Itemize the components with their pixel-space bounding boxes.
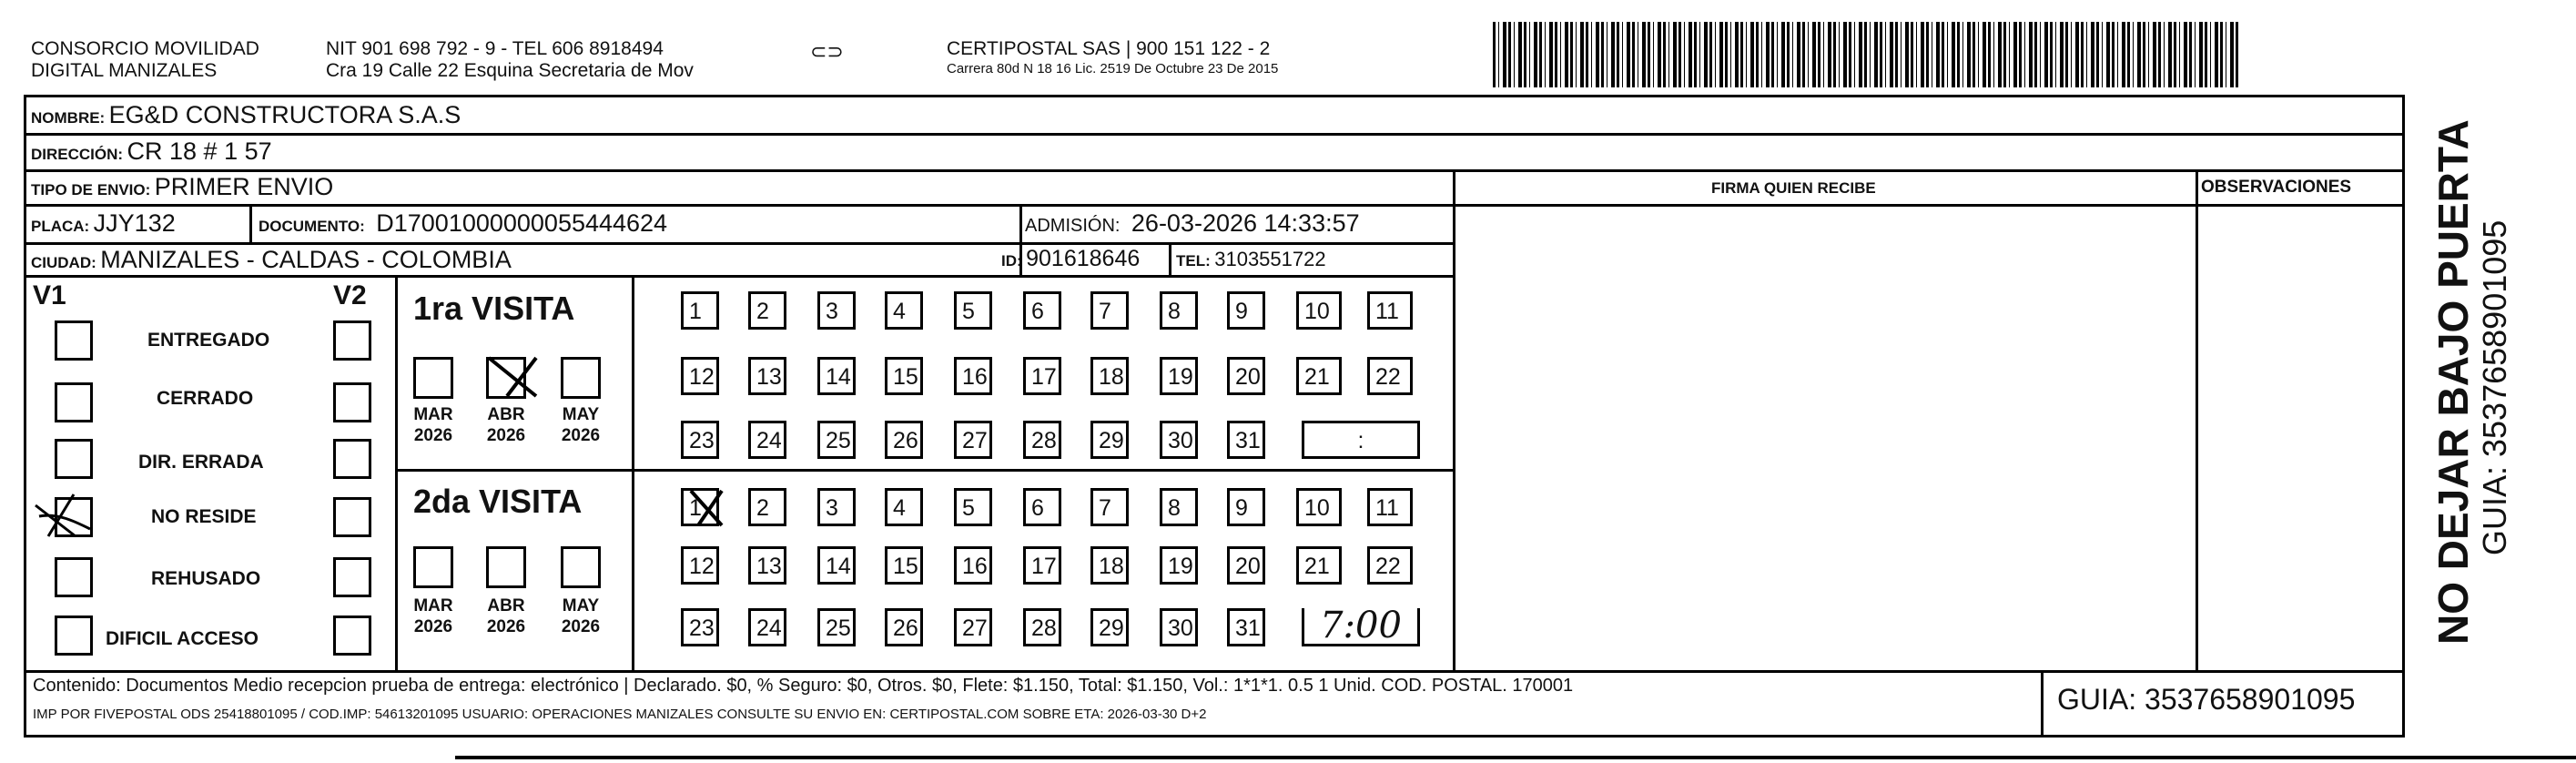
second-visit-day-14[interactable]: 14 (817, 546, 856, 585)
second-visit-day-30[interactable]: 30 (1160, 608, 1198, 646)
first-visit-month-mar[interactable] (413, 357, 453, 399)
second-visit-day-6[interactable]: 6 (1023, 488, 1061, 526)
observaciones-header: OBSERVACIONES (2201, 178, 2352, 197)
first-visit-month-label-mar: MAR 2026 (413, 405, 453, 445)
id-cell (1001, 246, 1140, 272)
id-label: ID: (1001, 252, 1022, 270)
documento-label: DOCUMENTO: (259, 218, 365, 235)
first-visit-day-9[interactable]: 9 (1227, 291, 1265, 330)
second-visit-day-9[interactable]: 9 (1227, 488, 1265, 526)
v2-checkbox-no-reside[interactable] (333, 497, 371, 537)
v1-checkbox-dir-errada[interactable] (55, 439, 93, 479)
second-visit-day-26[interactable]: 26 (885, 608, 923, 646)
placa-value: JJY132 (93, 209, 176, 237)
second-visit-month-label-abr: ABR 2026 (486, 596, 526, 636)
second-visit-day-29[interactable]: 29 (1090, 608, 1129, 646)
footer-contenido: Contenido: Documentos Medio recepcion prueba de entrega: electrónico | Declarado. $0, % Seguro: $0, Otros. $0, Flete: $1.150, Total: $1.150, Vol.: 1*1*1. 0.5 1 Unid. COD. POSTAL. 170001 (33, 676, 1574, 696)
status-no-reside: NO RESIDE (151, 506, 257, 527)
first-visit-day-21[interactable]: 21 (1296, 357, 1342, 395)
second-visit-day-28[interactable]: 28 (1023, 608, 1061, 646)
v1-checkbox-no-reside[interactable] (55, 497, 93, 537)
tipo-envio-label: TIPO DE ENVIO: (31, 181, 151, 198)
first-visit-title: 1ra VISITA (413, 290, 575, 327)
second-visit-day-27[interactable]: 27 (954, 608, 992, 646)
second-visit-month-mar[interactable] (413, 546, 453, 588)
second-visit-day-7[interactable]: 7 (1090, 488, 1129, 526)
admision-cell (1025, 209, 1360, 238)
first-visit-day-14[interactable]: 14 (817, 357, 856, 395)
second-visit-month-label-may: MAY 2026 (561, 596, 601, 636)
first-visit-day-19[interactable]: 19 (1160, 357, 1198, 395)
documento-cell (259, 209, 667, 238)
first-visit-day-8[interactable]: 8 (1160, 291, 1198, 330)
first-visit-day-26[interactable]: 26 (885, 421, 923, 459)
ciudad-label: CIUDAD: (31, 254, 96, 271)
nombre-label: NOMBRE: (31, 109, 106, 127)
ciudad-row (31, 246, 512, 274)
side-guia-number: GUIA: 3537658901095 (2476, 219, 2513, 555)
tel-cell (1176, 248, 1326, 271)
company-line2: DIGITAL MANIZALES (31, 60, 218, 81)
status-entregado: ENTREGADO (147, 330, 270, 351)
first-visit-day-25[interactable]: 25 (817, 421, 856, 459)
direccion-value: CR 18 # 1 57 (127, 137, 272, 165)
placa-label: PLACA: (31, 218, 90, 235)
first-visit-day-13[interactable]: 13 (748, 357, 786, 395)
second-visit-month-abr[interactable] (486, 546, 526, 588)
company-info (326, 38, 694, 82)
first-visit-day-28[interactable]: 28 (1023, 421, 1061, 459)
second-visit-day-4[interactable]: 4 (885, 488, 923, 526)
id-value: 901618646 (1026, 246, 1141, 271)
no-dejar-warning: NO DEJAR BAJO PUERTA (2429, 119, 2477, 645)
first-visit-day-17[interactable]: 17 (1023, 357, 1061, 395)
handwritten-check-icon (30, 489, 94, 544)
certipostal-name: CERTIPOSTAL SAS | 900 151 122 - 2 (947, 38, 1271, 59)
second-visit-day-31[interactable]: 31 (1227, 608, 1265, 646)
admision-value: 26-03-2026 14:33:57 (1131, 209, 1360, 237)
status-rehusado: REHUSADO (151, 568, 261, 589)
second-visit-day-21[interactable]: 21 (1296, 546, 1342, 585)
second-visit-day-25[interactable]: 25 (817, 608, 856, 646)
first-visit-month-may[interactable] (561, 357, 601, 399)
certipostal-logo-icon: ⊂⊃ (810, 40, 844, 63)
form-frame (24, 95, 2405, 738)
second-visit-day-11[interactable]: 11 (1367, 488, 1413, 526)
second-visit-day-17[interactable]: 17 (1023, 546, 1061, 585)
direccion-label: DIRECCIÓN: (31, 146, 124, 163)
first-visit-day-15[interactable]: 15 (885, 357, 923, 395)
first-visit-time-box[interactable]: : (1302, 421, 1420, 459)
second-visit-day-3[interactable]: 3 (817, 488, 856, 526)
v2-checkbox-cerrado[interactable] (333, 382, 371, 422)
first-visit-day-5[interactable]: 5 (954, 291, 992, 330)
second-visit-day-19[interactable]: 19 (1160, 546, 1198, 585)
handwritten-cross-icon (685, 485, 731, 531)
v1-checkbox-cerrado[interactable] (55, 382, 93, 422)
second-visit-day-20[interactable]: 20 (1227, 546, 1265, 585)
handwritten-cross-icon (485, 351, 540, 400)
certipostal-address: Carrera 80d N 18 16 Lic. 2519 De Octubre 23 De 2015 (947, 61, 1279, 76)
first-visit-day-30[interactable]: 30 (1160, 421, 1198, 459)
second-visit-month-may[interactable] (561, 546, 601, 588)
company-address: Cra 19 Calle 22 Esquina Secretaria de Mov (326, 60, 694, 81)
footer-imp-info: IMP POR FIVEPOSTAL ODS 25418801095 / COD.IMP: 54613201095 USUARIO: OPERACIONES MANIZALES CONSULTE SU ENVIO EN: CERTIPOSTAL.COM SOBRE ETA: 2026-03-30 D+2 (33, 707, 1207, 722)
documento-value: D17001000000055444624 (376, 209, 668, 237)
v2-checkbox-dir-errada[interactable] (333, 439, 371, 479)
status-dificil-acceso: DIFICIL ACCESO (106, 628, 259, 649)
first-visit-day-16[interactable]: 16 (954, 357, 992, 395)
firma-header: FIRMA QUIEN RECIBE (1711, 179, 1876, 197)
first-visit-day-4[interactable]: 4 (885, 291, 923, 330)
first-visit-day-27[interactable]: 27 (954, 421, 992, 459)
first-visit-day-22[interactable]: 22 (1367, 357, 1413, 395)
first-visit-day-10[interactable]: 10 (1296, 291, 1342, 330)
second-visit-day-24[interactable]: 24 (748, 608, 786, 646)
barcode (1493, 22, 2239, 87)
status-dir-errada: DIR. ERRADA (138, 452, 264, 473)
tipo-envio-value: PRIMER ENVIO (154, 173, 334, 200)
second-visit-day-10[interactable]: 10 (1296, 488, 1342, 526)
v2-checkbox-entregado[interactable] (333, 320, 371, 361)
v1-checkbox-dificil-acceso[interactable] (55, 615, 93, 656)
second-visit-day-22[interactable]: 22 (1367, 546, 1413, 585)
ciudad-value: MANIZALES - CALDAS - COLOMBIA (100, 246, 512, 273)
direccion-row (31, 137, 272, 166)
first-visit-day-23[interactable]: 23 (681, 421, 719, 459)
first-visit-day-29[interactable]: 29 (1090, 421, 1129, 459)
company-line1: CONSORCIO MOVILIDAD (31, 38, 259, 59)
second-visit-day-16[interactable]: 16 (954, 546, 992, 585)
v2-checkbox-rehusado[interactable] (333, 557, 371, 597)
second-visit-time-box[interactable]: 7:00 (1302, 608, 1420, 646)
first-visit-month-abr[interactable] (486, 357, 526, 399)
first-visit-day-11[interactable]: 11 (1367, 291, 1413, 330)
v2-checkbox-dificil-acceso[interactable] (333, 615, 371, 656)
placa-row (31, 209, 176, 238)
v2-label: V2 (333, 280, 367, 310)
first-visit-day-12[interactable]: 12 (681, 357, 719, 395)
company-name (31, 38, 259, 82)
first-visit-day-20[interactable]: 20 (1227, 357, 1265, 395)
nombre-value: EG&D CONSTRUCTORA S.A.S (108, 101, 461, 128)
footer-guia: GUIA: 3537658901095 (2057, 683, 2356, 716)
admision-label: ADMISIÓN: (1025, 216, 1121, 236)
status-cerrado: CERRADO (157, 388, 254, 409)
second-visit-title: 2da VISITA (413, 483, 583, 520)
v1-checkbox-rehusado[interactable] (55, 557, 93, 597)
first-visit-day-1[interactable]: 1 (681, 291, 719, 330)
second-visit-day-2[interactable]: 2 (748, 488, 786, 526)
v1-label: V1 (33, 280, 66, 310)
second-visit-day-8[interactable]: 8 (1160, 488, 1198, 526)
first-visit-day-18[interactable]: 18 (1090, 357, 1129, 395)
second-visit-day-15[interactable]: 15 (885, 546, 923, 585)
second-visit-month-label-mar: MAR 2026 (413, 596, 453, 636)
tel-label: TEL: (1176, 252, 1211, 270)
first-visit-day-6[interactable]: 6 (1023, 291, 1061, 330)
first-visit-day-2[interactable]: 2 (748, 291, 786, 330)
v1-checkbox-entregado[interactable] (55, 320, 93, 361)
second-visit-day-13[interactable]: 13 (748, 546, 786, 585)
first-visit-day-3[interactable]: 3 (817, 291, 856, 330)
tipo-envio-row (31, 173, 333, 201)
first-visit-month-label-may: MAY 2026 (561, 405, 601, 445)
company-nit: NIT 901 698 792 - 9 - TEL 606 8918494 (326, 38, 664, 59)
second-visit-day-1[interactable]: 1 (681, 488, 719, 526)
first-visit-day-31[interactable]: 31 (1227, 421, 1265, 459)
nombre-row (31, 101, 461, 129)
second-visit-day-23[interactable]: 23 (681, 608, 719, 646)
tel-value: 3103551722 (1214, 248, 1326, 270)
first-visit-month-label-abr: ABR 2026 (486, 405, 526, 445)
second-visit-day-5[interactable]: 5 (954, 488, 992, 526)
second-visit-day-18[interactable]: 18 (1090, 546, 1129, 585)
second-visit-day-12[interactable]: 12 (681, 546, 719, 585)
first-visit-day-24[interactable]: 24 (748, 421, 786, 459)
certipostal-info (947, 38, 1278, 78)
first-visit-day-7[interactable]: 7 (1090, 291, 1129, 330)
